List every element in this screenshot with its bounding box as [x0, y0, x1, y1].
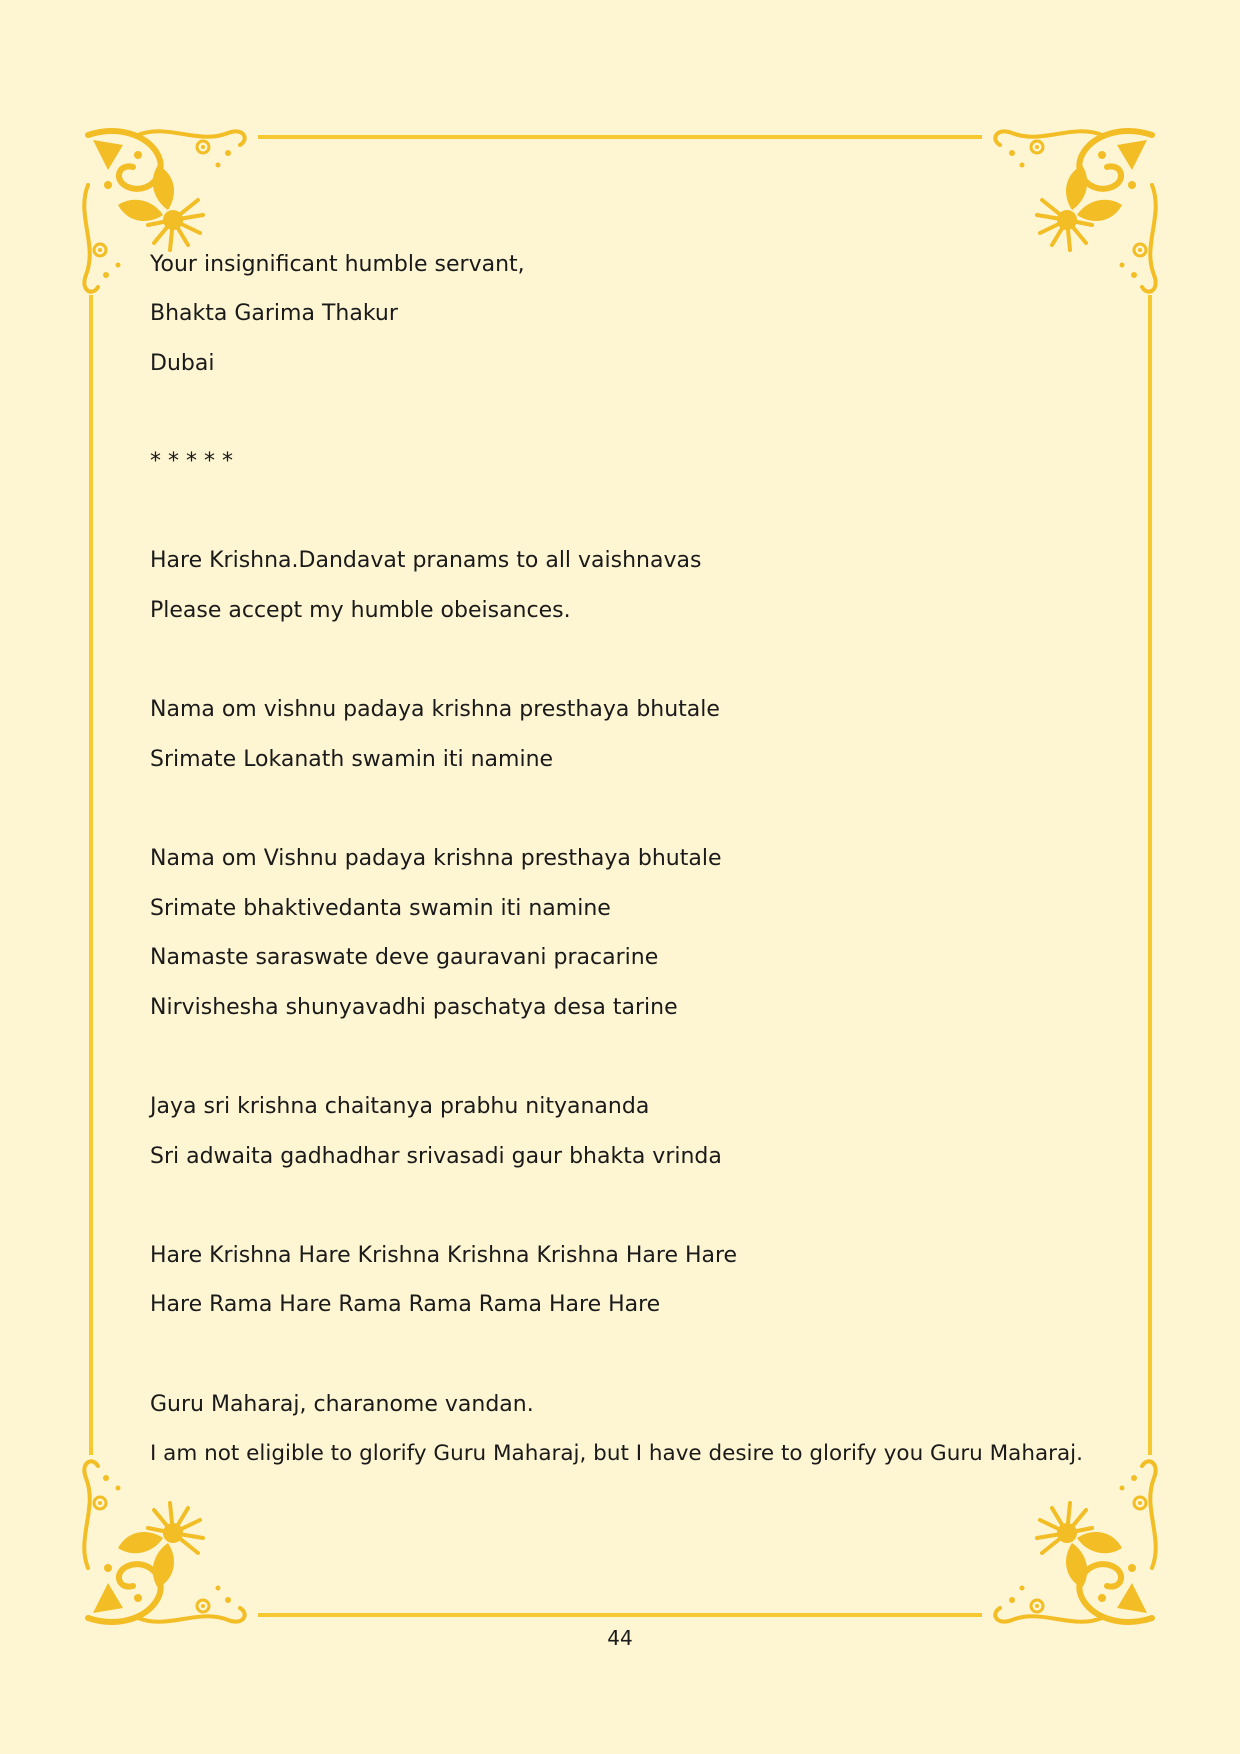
- floral-corner-icon: [995, 1461, 1155, 1622]
- author-place: Dubai: [150, 351, 215, 376]
- prayer-line: Srimate Lokanath swamin iti namine: [150, 747, 554, 772]
- page-number: 44: [607, 1626, 633, 1650]
- floral-corner-icon: [84, 1461, 244, 1622]
- prayer-line: Namaste saraswate deve gauravani pracarine: [150, 945, 659, 970]
- prayer-line: Jaya sri krishna chaitanya prabhu nityananda: [150, 1094, 650, 1119]
- prayer-line: Nama om Vishnu padaya krishna presthaya bhutale: [150, 846, 722, 871]
- prayer-line: Sri adwaita gadhadhar srivasadi gaur bhakta vrinda: [150, 1144, 722, 1169]
- address-line: Guru Maharaj, charanome vandan.: [150, 1392, 534, 1417]
- signoff: Your insignificant humble servant,: [150, 252, 525, 277]
- section-separator: * * * * *: [150, 449, 233, 474]
- prayer-line: Nirvishesha shunyavadhi paschatya desa tarine: [150, 995, 678, 1020]
- prayer-line: Srimate bhaktivedanta swamin iti namine: [150, 896, 611, 921]
- floral-corner-icon: [995, 131, 1155, 292]
- greeting: Hare Krishna.Dandavat pranams to all vaishnavas: [150, 548, 702, 573]
- author-name: Bhakta Garima Thakur: [150, 301, 398, 326]
- prayer-line: Nama om vishnu padaya krishna presthaya bhutale: [150, 697, 720, 722]
- mantra-line: Hare Rama Hare Rama Rama Rama Hare Hare: [150, 1292, 661, 1317]
- obeisances: Please accept my humble obeisances.: [150, 598, 571, 623]
- body-paragraph: I am not eligible to glorify Guru Maharaj, but I have desire to glorify you Guru Maharaj.: [150, 1441, 1083, 1466]
- mantra-line: Hare Krishna Hare Krishna Krishna Krishna Hare Hare: [150, 1243, 738, 1268]
